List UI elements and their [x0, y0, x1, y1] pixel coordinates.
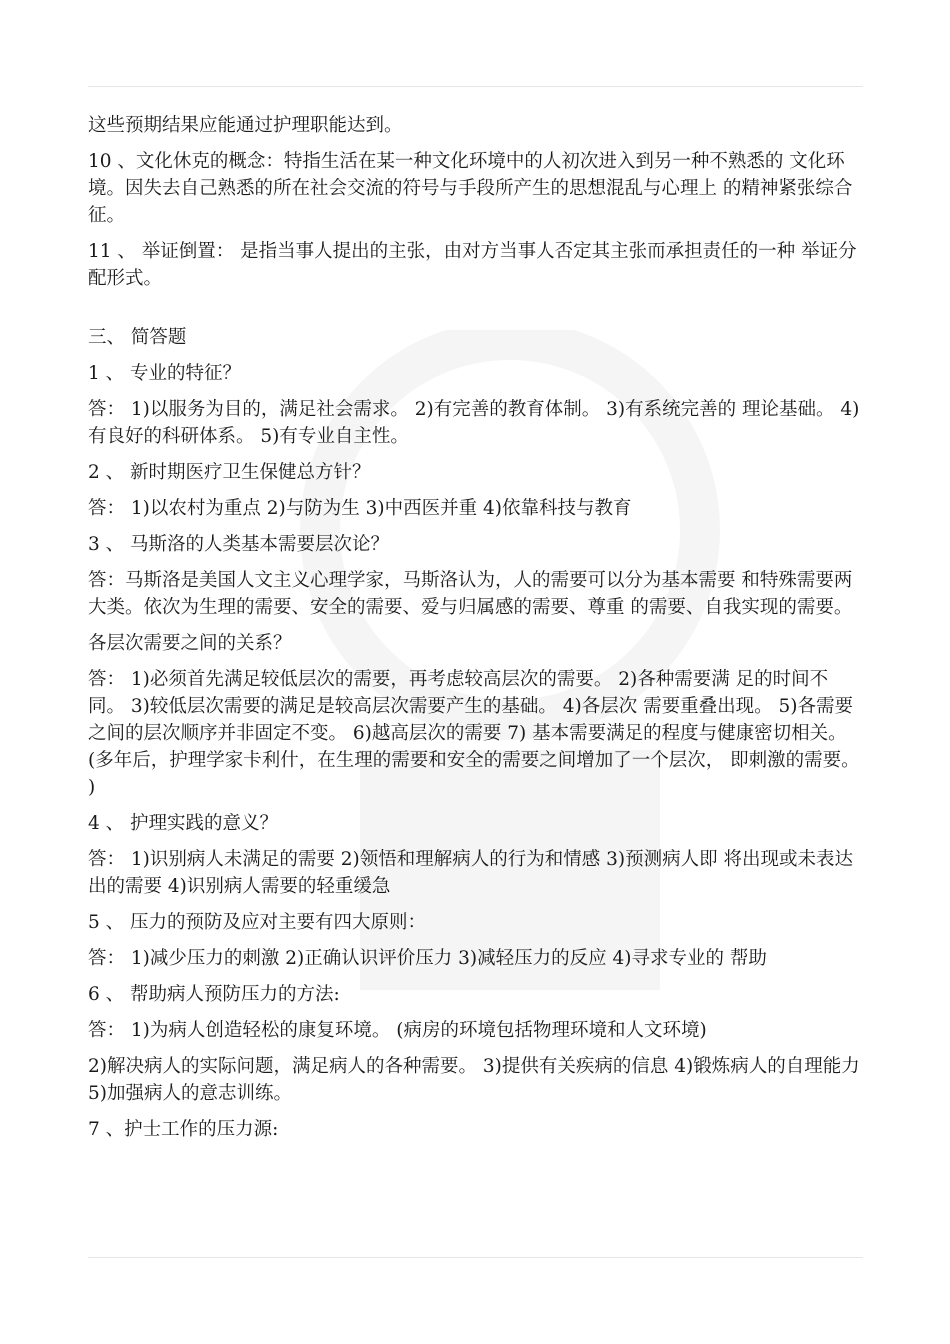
document-body [88, 112, 863, 1152]
answer-5: 答： 1)减少压力的刺激 2)正确认识评价压力 3)减轻压力的反应 4)寻求专业的 帮助 [88, 948, 767, 969]
paragraph-burden-reversal: 11 、 举证倒置： 是指当事人提出的主张，由对方当事人否定其主张而承担责任的一种 举证分配形式。 [88, 241, 857, 289]
question-3-sub: 各层次需要之间的关系？ [88, 633, 292, 654]
question-2: 2 、 新时期医疗卫生保健总方针？ [88, 462, 371, 483]
answer-3-sub: 答： 1)必须首先满足较低层次的需要，再考虑较高层次的需要。 2)各种需要满 足的时间不同。 3)较低层次需要的满足是较高层次需要产生的基础。 4)各层次 需要重叠出现。 5)各需要之间的层次顺序并非固定不变。 6)越高层次的需要 7) 基本需要满足的程度与健康密切相关。(多年后，护理学家卡利什，在生理的需要和安全的需要之间增加了一个层次， 即刺激的需要。 ) [88, 669, 860, 798]
paragraph-expected-results: 这些预期结果应能通过护理职能达到。 [88, 115, 403, 136]
question-3: 3 、 马斯洛的人类基本需要层次论？ [88, 534, 390, 555]
answer-1: 答： 1)以服务为目的，满足社会需求。 2)有完善的教育体制。 3)有系统完善的 理论基础。 4)有良好的科研体系。 5)有专业自主性。 [88, 399, 860, 447]
section-heading-short-answer: 三、 简答题 [88, 327, 187, 348]
answer-4: 答： 1)识别病人未满足的需要 2)领悟和理解病人的行为和情感 3)预测病人即 将出现或未表达出的需要 4)识别病人需要的轻重缓急 [88, 849, 853, 897]
answer-6-part-2: 2)解决病人的实际问题，满足病人的各种需要。 3)提供有关疾病的信息 4)锻炼病人的自理能力 5)加强病人的意志训练。 [88, 1056, 860, 1104]
answer-2: 答： 1)以农村为重点 2)与防为生 3)中西医并重 4)依靠科技与教育 [88, 498, 632, 519]
question-1: 1 、 专业的特征？ [88, 363, 242, 384]
answer-3: 答：马斯洛是美国人文主义心理学家，马斯洛认为，人的需要可以分为基本需要 和特殊需要两大类。依次为生理的需要、安全的需要、爱与归属感的需要、尊重 的需要、自我实现的需要。 [88, 570, 853, 618]
question-5: 5 、 压力的预防及应对主要有四大原则： [88, 912, 427, 933]
question-4: 4 、 护理实践的意义？ [88, 813, 279, 834]
header-divider [88, 86, 863, 87]
question-6: 6 、 帮助病人预防压力的方法: [88, 984, 340, 1005]
paragraph-culture-shock: 10 、文化休克的概念：特指生活在某一种文化环境中的人初次进入到另一种不熟悉的 文化环境。因失去自己熟悉的所在社会交流的符号与手段所产生的思想混乱与心理上 的精神紧张综合征。 [88, 151, 853, 226]
question-7: 7 、护士工作的压力源: [88, 1119, 279, 1140]
footer-divider [88, 1257, 863, 1258]
answer-6-part-1: 答： 1)为病人创造轻松的康复环境。 (病房的环境包括物理环境和人文环境) [88, 1020, 707, 1041]
